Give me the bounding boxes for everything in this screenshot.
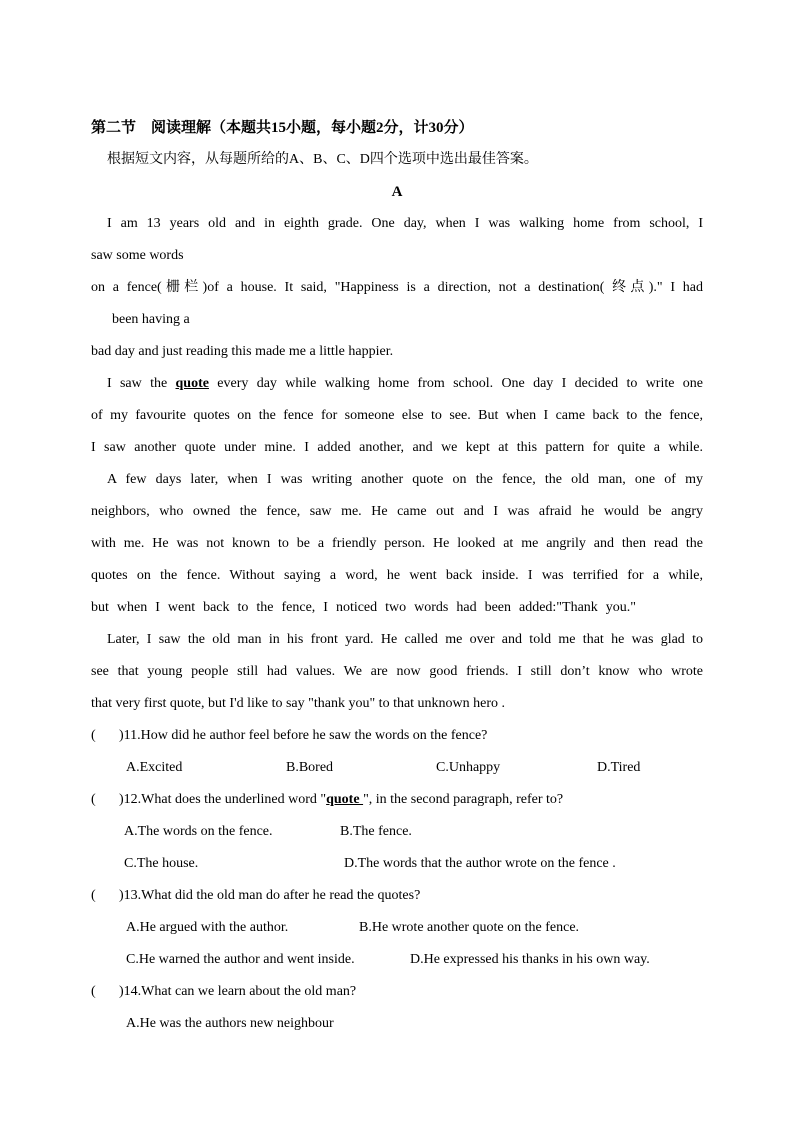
answer-paren: ( [91, 888, 96, 903]
q12-option-a: A.The words on the fence. [124, 824, 273, 839]
passage-line: of my favourite quotes on the fence for someone else to see. But when I came back to the fence, [91, 408, 703, 423]
question-12-stem [119, 790, 563, 810]
text-fragment: I saw the [107, 376, 176, 391]
q13-option-d: D.He expressed his thanks in his own way. [410, 952, 650, 967]
question-13-stem: )13.What did the old man do after he read the quotes? [119, 888, 421, 903]
passage-line: but when I went back to the fence, I noticed two words had been added:"Thank you." [91, 600, 636, 615]
q12-option-d: D.The words that the author wrote on the fence . [344, 856, 616, 871]
q13-option-a: A.He argued with the author. [126, 920, 289, 935]
passage-line: bad day and just reading this made me a little happier. [91, 344, 394, 359]
passage-label: A [391, 184, 403, 200]
q12-option-b: B.The fence. [340, 824, 412, 839]
passage-line: been having a [112, 312, 190, 327]
q12-option-c: C.The house. [124, 856, 199, 871]
answer-paren: ( [91, 792, 96, 807]
q11-option-b: B.Bored [286, 760, 334, 775]
passage-line: Later, I saw the old man in his front yard. He called me over and told me that he was glad to [107, 632, 703, 647]
q11-option-c: C.Unhappy [436, 760, 501, 775]
answer-paren: ( [91, 984, 96, 999]
instruction-text: 根据短文内容，从每题所给的A、B、C、D四个选项中选出最佳答案。 [107, 152, 538, 167]
passage-line: neighbors, who owned the fence, saw me. He came out and I was afraid he would be angry [91, 504, 703, 519]
passage-line-with-underlined-word [107, 374, 703, 394]
text-fragment: every day while walking home from school. One day I decided to write one [208, 376, 703, 391]
underlined-word-quote: quote [326, 792, 364, 807]
q11-option-a: A.Excited [126, 760, 183, 775]
text-fragment: )12.What does the underlined word " [119, 792, 327, 807]
q13-option-b: B.He wrote another quote on the fence. [359, 920, 580, 935]
passage-line: that very first quote, but I'd like to say "thank you" to that unknown hero . [91, 696, 506, 711]
passage-line: I saw another quote under mine. I added another, and we kept at this pattern for quite a while. [91, 440, 703, 455]
passage-line: on a fence(栅栏)of a house. It said, "Happiness is a direction, not a destination( 终点)." I had [91, 280, 703, 295]
passage-line: see that young people still had values. We are now good friends. I still don’t know who wrote [91, 664, 703, 679]
passage-line: A few days later, when I was writing another quote on the fence, the old man, one of my [107, 472, 703, 487]
underlined-word-quote: quote [175, 376, 209, 391]
text-fragment: ", in the second paragraph, refer to? [363, 792, 564, 807]
q11-option-d: D.Tired [597, 760, 641, 775]
section-title: 第二节 阅读理解（本题共15小题，每小题2分，计30分） [91, 120, 474, 136]
question-11-stem: )11.How did he author feel before he saw the words on the fence? [119, 728, 488, 743]
q13-option-c: C.He warned the author and went inside. [126, 952, 355, 967]
passage-line: with me. He was not known to be a friendly person. He looked at me angrily and then read the [91, 536, 703, 551]
passage-line: I am 13 years old and in eighth grade. One day, when I was walking home from school, I [107, 216, 703, 231]
question-14-stem: )14.What can we learn about the old man? [119, 984, 357, 999]
q14-option-a: A.He was the authors new neighbour [126, 1016, 334, 1031]
passage-line: saw some words [91, 248, 184, 263]
passage-line: quotes on the fence. Without saying a word, he went back inside. I was terrified for a while, [91, 568, 703, 583]
answer-paren: ( [91, 728, 96, 743]
